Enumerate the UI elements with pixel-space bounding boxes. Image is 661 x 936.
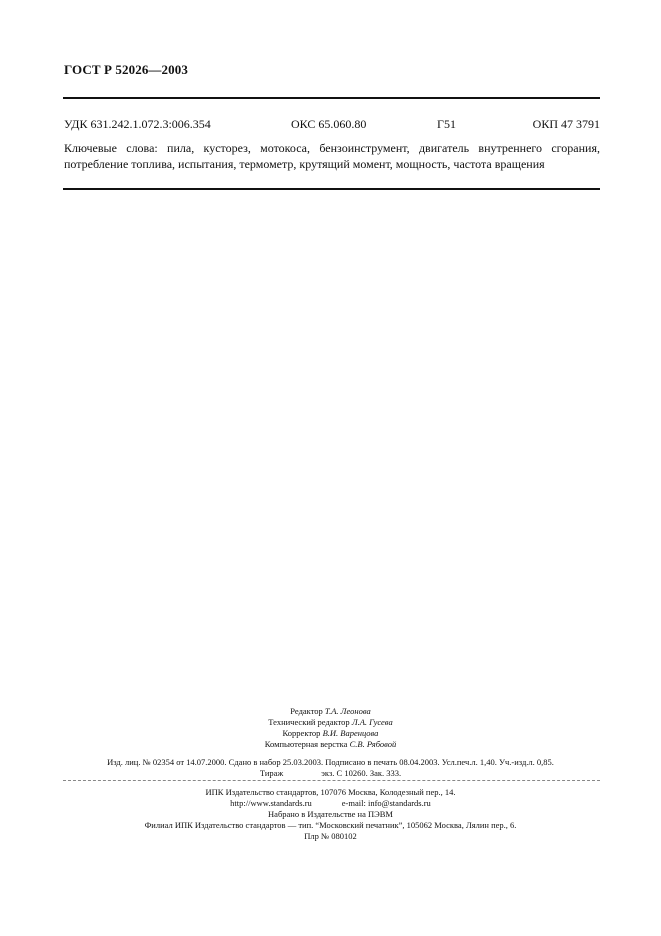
publisher-address: ИПК Издательство стандартов, 107076 Москва, Колодезный пер., 14. — [205, 787, 456, 797]
oks-code: ОКС 65.060.80 — [291, 117, 367, 131]
publisher-website: http://www.standards.ru — [230, 798, 312, 808]
credit-layout — [0, 739, 661, 750]
bottom-divider — [63, 188, 600, 190]
publisher-branch: Филиал ИПК Издательство стандартов — тип. “Московский печатник”, 105062 Москва, Лялин пер., 6. — [144, 820, 517, 830]
imprint-line-2 — [0, 768, 661, 779]
credit-corrector — [0, 728, 661, 739]
credit-tech-editor — [0, 717, 661, 728]
editor-role: Редактор — [290, 706, 323, 716]
dotted-divider — [63, 780, 600, 781]
credits-block — [0, 706, 661, 750]
tirazh-label: Тираж — [259, 768, 284, 778]
layout-name: С.В. Рябовой — [349, 739, 397, 749]
credit-editor — [0, 706, 661, 717]
tirazh-rest: экз. С 10260. Зак. 333. — [321, 768, 402, 778]
publisher-block — [0, 787, 661, 842]
udk-code: УДК 631.242.1.072.3:006.354 — [64, 117, 211, 131]
imprint-block — [0, 757, 661, 779]
publisher-email: e-mail: info@standards.ru — [341, 798, 431, 808]
group-code: Г51 — [437, 117, 456, 131]
tech-editor-name: Л.А. Гусева — [351, 717, 393, 727]
publisher-typeset: Набрано в Издательстве на ПЭВМ — [268, 809, 393, 819]
keywords-paragraph — [64, 140, 600, 172]
okp-code: ОКП 47 3791 — [532, 117, 600, 131]
publisher-contacts — [0, 798, 661, 809]
imprint-line-1: Изд. лиц. № 02354 от 14.07.2000. Сдано в набор 25.03.2003. Подписано в печать 08.04.2003. Усл.печ.л. 1,40. Уч.-изд.л. 0,85. — [107, 757, 554, 767]
corrector-name: В.И. Варенцова — [322, 728, 379, 738]
standard-code-header: ГОСТ Р 52026—2003 — [64, 62, 188, 77]
tech-editor-role: Технический редактор — [268, 717, 350, 727]
top-divider — [63, 97, 600, 99]
keywords-line-1: Ключевые слова: пила, кусторез, мотокоса, бензоинструмент, двигатель внутреннего сгорания, — [64, 141, 600, 155]
corrector-role: Корректор — [282, 728, 321, 738]
publisher-license: Плр № 080102 — [304, 831, 357, 841]
keywords-line-2: потребление топлива, испытания, термометр, крутящий момент, мощность, частота вращения — [64, 157, 545, 171]
layout-role: Компьютерная верстка — [264, 739, 348, 749]
editor-name: Т.А. Леонова — [324, 706, 371, 716]
